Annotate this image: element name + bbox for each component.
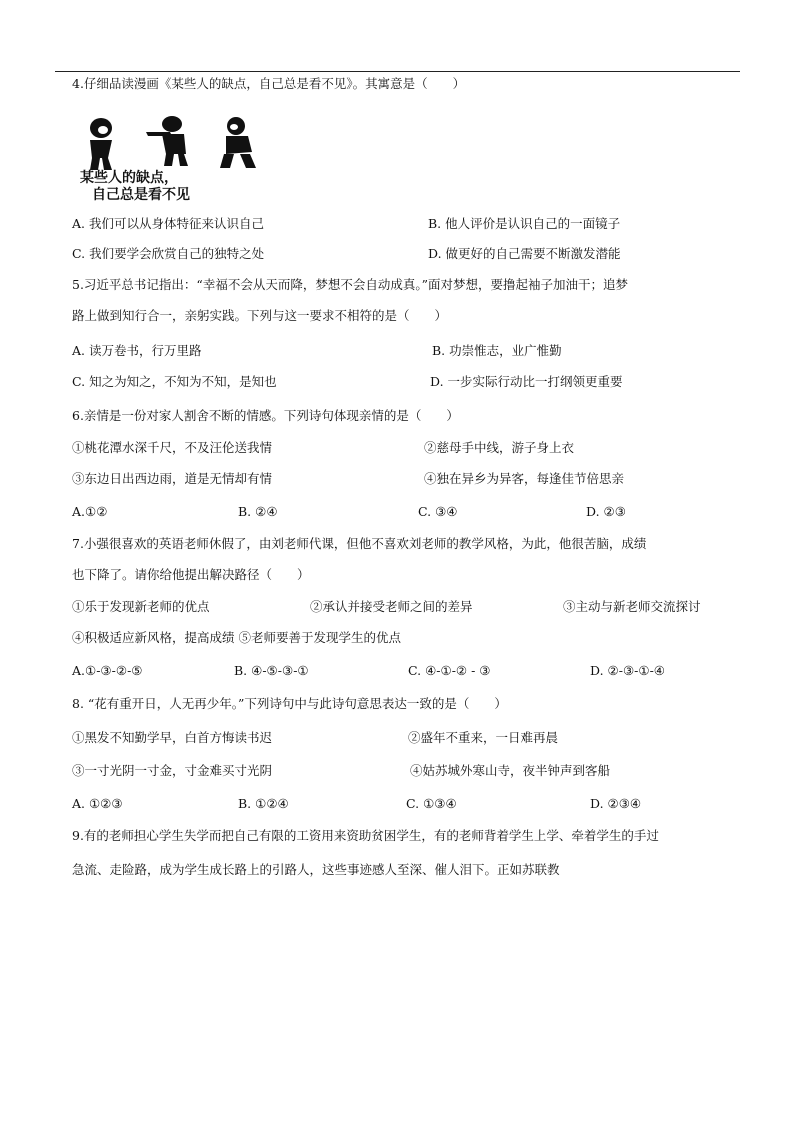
q8-item-2: ②盛年不重来，一日难再晨 <box>408 730 559 745</box>
q7-stem-line2: 也下降了。请你给他提出解决路径（ ） <box>72 567 310 582</box>
cartoon-figure-left <box>90 118 112 170</box>
q7-item-2: ②承认并接受老师之间的差异 <box>310 599 473 614</box>
q4-option-d: D. 做更好的自己需要不断激发潜能 <box>428 246 621 261</box>
q6-stem: 6.亲情是一份对家人割舍不断的情感。下列诗句体现亲情的是（ ） <box>72 408 459 423</box>
q8-option-d: D. ②③④ <box>590 796 642 811</box>
q6-option-b: B. ②④ <box>238 504 278 519</box>
q6-item-2: ②慈母手中线，游子身上衣 <box>424 440 575 455</box>
q6-item-1: ①桃花潭水深千尺，不及汪伦送我情 <box>72 440 273 455</box>
q7-item-45: ④积极适应新风格，提高成绩 ⑤老师要善于发现学生的优点 <box>72 630 401 645</box>
q5-option-d: D. 一步实际行动比一打纲领更重要 <box>430 374 623 389</box>
q7-item-3: ③主动与新老师交流探讨 <box>563 599 701 614</box>
q5-option-b: B. 功崇惟志，业广惟勤 <box>432 343 562 358</box>
q7-option-a: A.①-③-②-⑤ <box>72 663 143 678</box>
cartoon-figure-right <box>220 117 256 168</box>
q9-stem-line2: 急流、走险路，成为学生成长路上的引路人，这些事迹感人至深、催人泪下。正如苏联教 <box>72 862 560 877</box>
cartoon-image <box>76 112 262 202</box>
q5-option-a: A. 读万卷书，行万里路 <box>72 343 202 358</box>
q6-option-a: A.①② <box>72 504 108 519</box>
q8-item-3: ③一寸光阴一寸金，寸金难买寸光阴 <box>72 763 273 778</box>
q7-stem-line1: 7.小强很喜欢的英语老师休假了，由刘老师代课，但他不喜欢刘老师的教学风格，为此，他很苦脑，成绩 <box>72 536 647 551</box>
q7-item-1: ①乐于发现新老师的优点 <box>72 599 210 614</box>
q8-option-b: B. ①②④ <box>238 796 289 811</box>
cartoon-caption-line2: 自己总是看不见 <box>92 187 190 202</box>
q5-stem-line2: 路上做到知行合一，亲躬实践。下列与这一要求不相符的是（ ） <box>72 308 448 323</box>
q4-option-b: B. 他人评价是认识自己的一面镜子 <box>428 216 621 231</box>
q6-option-c: C. ③④ <box>418 504 458 519</box>
q5-option-c: C. 知之为知之，不知为不知，是知也 <box>72 374 277 389</box>
cartoon-figure-middle <box>146 116 188 166</box>
q8-item-1: ①黑发不知勤学早，白首方悔读书迟 <box>72 730 273 745</box>
header-rule <box>55 71 740 72</box>
q4-option-c: C. 我们要学会欣赏自己的独特之处 <box>72 246 265 261</box>
q6-item-3: ③东边日出西边雨，道是无情却有情 <box>72 471 273 486</box>
q8-option-c: C. ①③④ <box>406 796 457 811</box>
q8-option-a: A. ①②③ <box>72 796 123 811</box>
q5-stem-line1: 5.习近平总书记指出：“幸福不会从天而降，梦想不会自动成真。”面对梦想，要撸起袖子加油干；追梦 <box>72 277 628 292</box>
q6-option-d: D. ②③ <box>586 504 626 519</box>
q8-item-4: ④姑苏城外寒山寺，夜半钟声到客船 <box>410 763 611 778</box>
q4-stem: 4.仔细品读漫画《某些人的缺点，自己总是看不见》。其寓意是（ ） <box>72 76 466 91</box>
q7-option-d: D. ②-③-①-④ <box>590 663 666 678</box>
q8-stem: 8. “花有重开日，人无再少年。”下列诗句中与此诗句意思表达一致的是（ ） <box>72 696 507 711</box>
cartoon-caption-line1: 某些人的缺点， <box>80 170 178 186</box>
q7-option-b: B. ④-⑤-③-① <box>234 663 309 678</box>
q7-option-c: C. ④-①-② - ③ <box>408 663 491 678</box>
q4-option-a: A. 我们可以从身体特征来认识自己 <box>72 216 264 231</box>
q6-item-4: ④独在异乡为异客，每逢佳节倍思亲 <box>424 471 625 486</box>
q9-stem-line1: 9.有的老师担心学生失学而把自己有限的工资用来资助贫困学生，有的老师背着学生上学、牵着学生的手过 <box>72 828 659 843</box>
